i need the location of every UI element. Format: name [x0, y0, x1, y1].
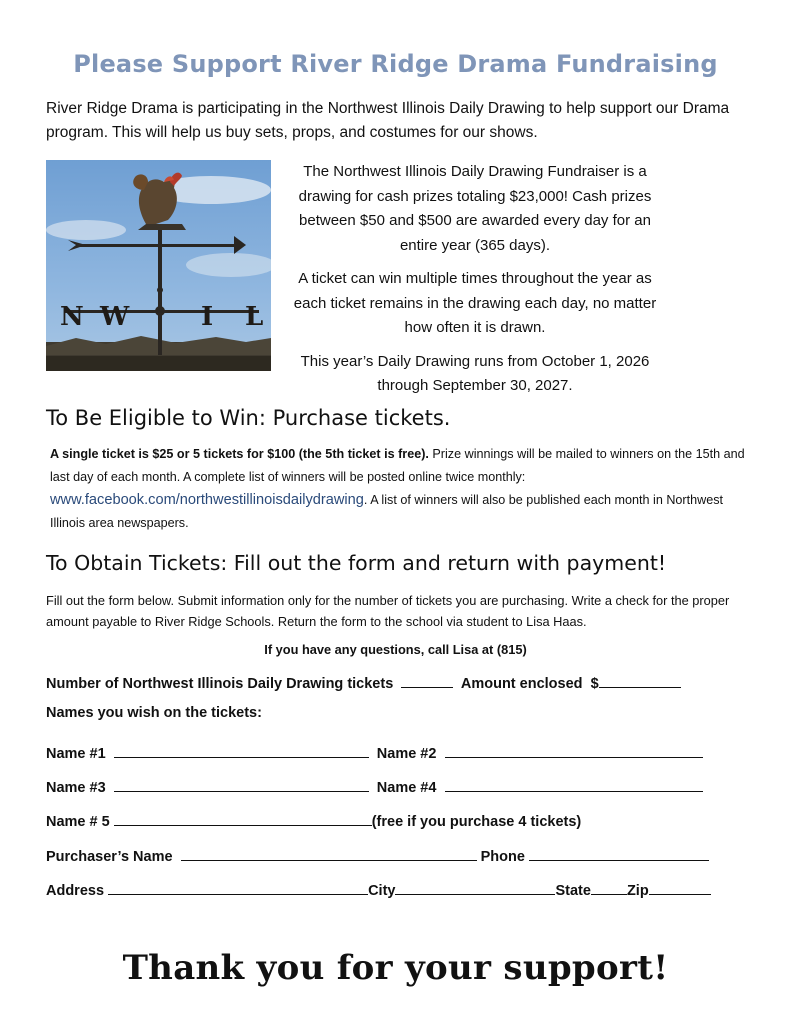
- winnings-text: Prize winnings will be mailed to winners on the 15th and last day of each month. A complete list of winners will be posted online twice monthly:: [50, 447, 745, 484]
- page-title: Please Support River Ridge Drama Fundraising: [73, 50, 718, 78]
- description-prizes: The Northwest Illinois Daily Drawing Fundraiser is a drawing for cash prizes totaling $23,000! Cash prizes between $50 and $500 are awarded every day for an entire year (365 days).: [298, 163, 652, 254]
- obtain-paragraph: Fill out the form below. Submit information only for the number of tickets you are purchasing. Write a check for the proper amount payable to River Ridge Schools. Return the form to the school via student to Lisa Haas.: [46, 593, 730, 629]
- compass-letter-n: N: [60, 302, 84, 332]
- name2-field[interactable]: [445, 742, 703, 758]
- tickets-count-field[interactable]: [401, 672, 453, 688]
- phone-field[interactable]: [529, 845, 709, 861]
- compass-letter-w: W: [100, 302, 130, 332]
- form-row-address: [46, 879, 711, 899]
- address-label: Address: [46, 883, 105, 899]
- name5-field[interactable]: [114, 810, 372, 826]
- purchaser-field[interactable]: [181, 845, 477, 861]
- name1-label: Name #1: [46, 746, 106, 762]
- newspaper-text: . A list of winners will also be published each month in Northwest Illinois area newspapers.: [50, 493, 724, 530]
- form-row-name-5: [46, 810, 581, 830]
- amount-label: Amount enclosed $: [460, 676, 599, 692]
- form-row-tickets: [46, 672, 681, 692]
- eligible-paragraph: [50, 443, 750, 535]
- facebook-link[interactable]: www.facebook.com/northwestillinoisdailydrawing: [50, 492, 364, 508]
- name4-field[interactable]: [445, 776, 703, 792]
- zip-label: Zip: [626, 883, 649, 899]
- description-multiple-wins: A ticket can win multiple times throughout the year as each ticket remains in the drawing each day, no matter how often it is drawn.: [293, 270, 657, 336]
- compass-letter-l: L: [245, 302, 264, 332]
- questions-contact: If you have any questions, call Lisa at (815): [264, 642, 527, 657]
- intro-paragraph: River Ridge Drama is participating in the Northwest Illinois Daily Drawing to help support our Drama program. This will help us buy sets, props, and costumes for our shows.: [46, 100, 730, 141]
- ticket-price-text: A single ticket is $25 or 5 tickets for $100 (the 5th ticket is free).: [50, 447, 429, 461]
- name5-note: (free if you purchase 4 tickets): [371, 814, 582, 830]
- zip-field[interactable]: [649, 879, 711, 895]
- tickets-label: Number of Northwest Illinois Daily Drawing tickets: [46, 676, 394, 692]
- compass-letter-i: I: [201, 302, 214, 332]
- thank-you-message: Thank you for your support!: [122, 948, 669, 988]
- obtain-heading: To Obtain Tickets: Fill out the form and return with payment!: [46, 551, 667, 575]
- city-label: City: [368, 883, 396, 899]
- description-dates: This year’s Daily Drawing runs from October 1, 2026 through September 30, 2027.: [300, 352, 650, 394]
- city-field[interactable]: [395, 879, 555, 895]
- name3-field[interactable]: [114, 776, 369, 792]
- purchaser-label: Purchaser’s Name: [46, 849, 173, 865]
- amount-field[interactable]: [599, 672, 681, 688]
- address-field[interactable]: [108, 879, 368, 895]
- name1-field[interactable]: [114, 742, 369, 758]
- drawing-description: [289, 160, 661, 408]
- name2-label: Name #2: [376, 746, 437, 762]
- form-row-names-3-4: [46, 776, 703, 796]
- name4-label: Name #4: [376, 780, 437, 796]
- state-label: State: [555, 883, 591, 899]
- state-field[interactable]: [591, 879, 627, 895]
- eligible-heading: To Be Eligible to Win: Purchase tickets.: [46, 406, 451, 430]
- name3-label: Name #3: [46, 780, 106, 796]
- weathervane-rooster-image: [46, 160, 271, 371]
- form-row-names-1-2: [46, 742, 703, 762]
- name5-label: Name # 5: [46, 814, 110, 830]
- names-label: Names you wish on the tickets:: [46, 705, 262, 721]
- phone-label: Phone: [480, 849, 525, 865]
- form-row-purchaser: [46, 845, 709, 865]
